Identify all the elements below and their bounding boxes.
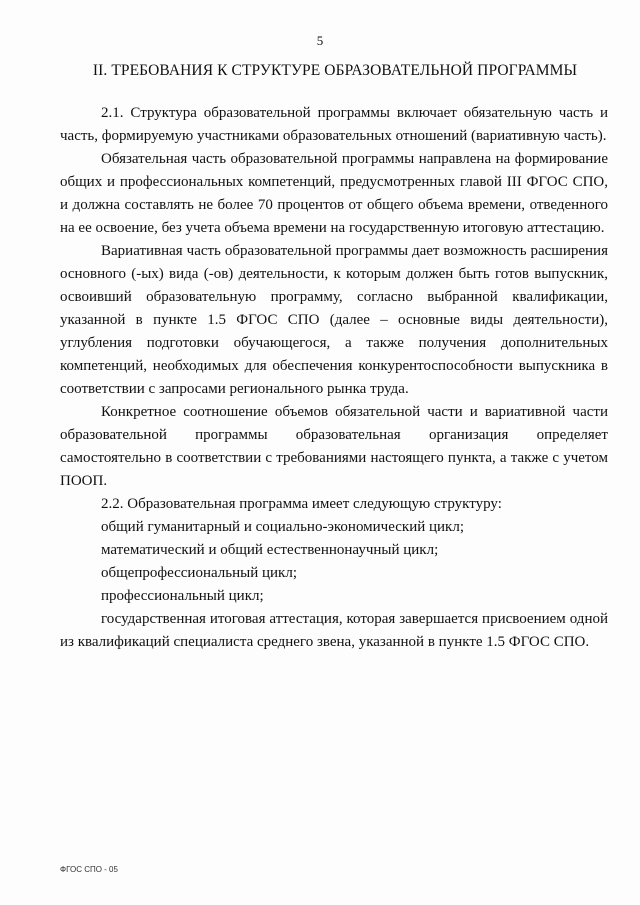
list-item-final-attestation: государственная итоговая аттестация, которая завершается присвоением одной из квалификаций специалиста среднего звена, указанной в пункте 1.5 ФГОС СПО. (60, 611, 608, 650)
section-heading: II. ТРЕБОВАНИЯ К СТРУКТУРЕ ОБРАЗОВАТЕЛЬНОЙ ПРОГРАММЫ (92, 62, 578, 79)
list-item-general-professional-cycle: общепрофессиональный цикл; (101, 565, 297, 581)
footer-label: ФГОС СПО - 05 (60, 865, 118, 874)
paragraph-2-2: 2.2. Образовательная программа имеет следующую структуру: (101, 496, 502, 512)
paragraph-ratio: Конкретное соотношение объемов обязательной части и вариативной части образовательной программы образовательная организация определяет самостоятельно в соответствии с требованиями настоящего пункта, а также с учетом ПООП. (60, 404, 608, 489)
list-item-math-cycle: математический и общий естественнонаучный цикл; (101, 542, 439, 558)
body-text (60, 102, 608, 654)
list-item-humanitarian-cycle: общий гуманитарный и социально-экономический цикл; (101, 519, 464, 535)
list-item-professional-cycle: профессиональный цикл; (101, 588, 264, 604)
paragraph-variable-part: Вариативная часть образовательной программы дает возможность расширения основного (-ых) вида (-ов) деятельности, к которым должен быть готов выпускник, освоивший образовательную программу, согласно выбранной квалификации, указанной в пункте 1.5 ФГОС СПО (далее – основные виды деятельности), углубления подготовки обучающегося, а также получения дополнительных компетенций, необходимых для обеспечения конкурентоспособности выпускника в соответствии с запросами регионального рынка труда. (60, 243, 608, 397)
paragraph-mandatory-part: Обязательная часть образовательной программы направлена на формирование общих и профессиональных компетенций, предусмотренных главой III ФГОС СПО, и должна составлять не более 70 процентов от общего объема времени, отведенного на ее освоение, без учета объема времени на государственную итоговую аттестацию. (60, 151, 608, 236)
page-number: 5 (316, 33, 324, 48)
paragraph-2-1: 2.1. Структура образовательной программы включает обязательную часть и часть, формируемую участниками образовательных отношений (вариативную часть). (60, 105, 608, 144)
